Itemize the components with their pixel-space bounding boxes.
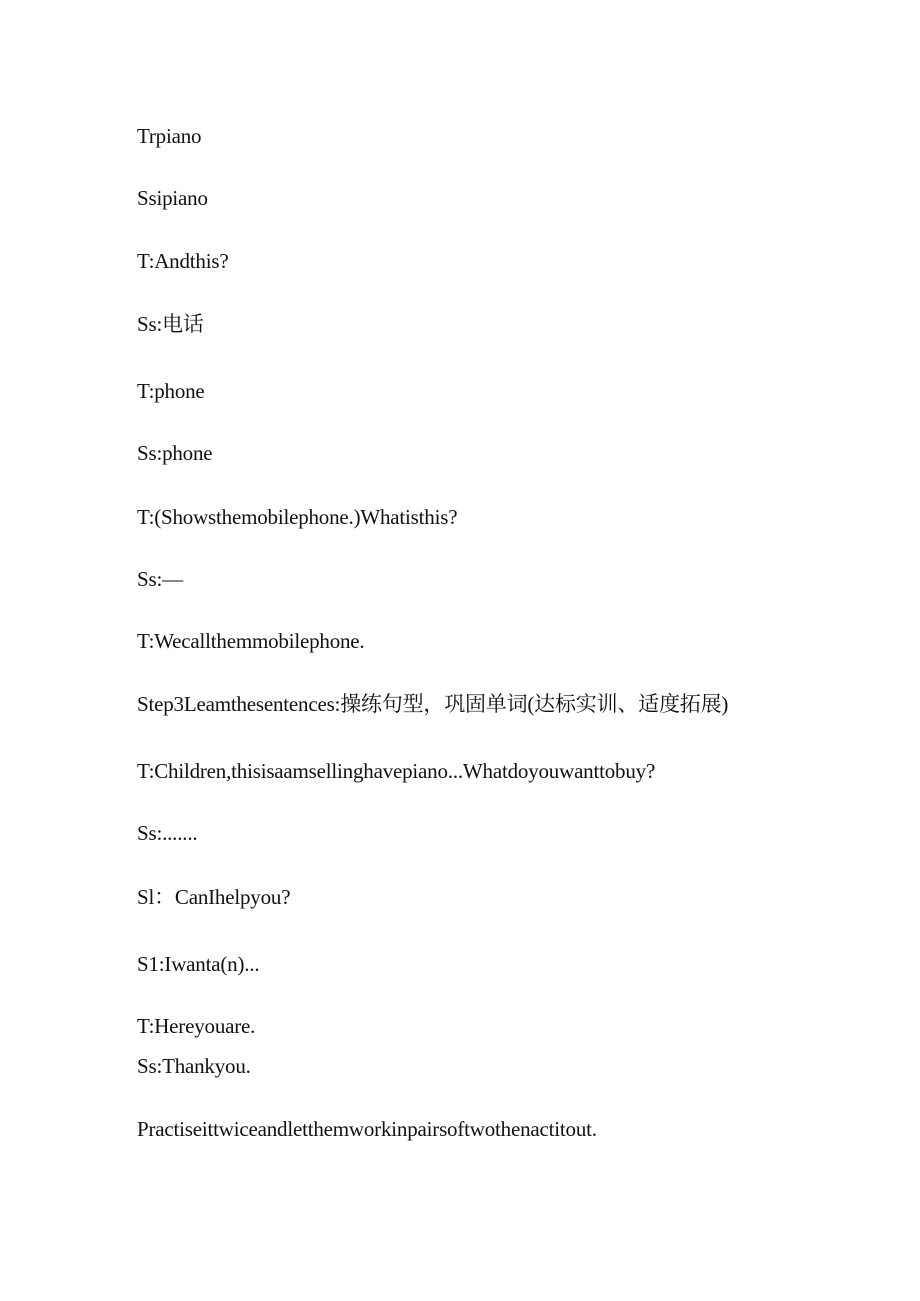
dialogue-line-5: T:phone <box>137 379 205 403</box>
practice-instruction: Practiseittwiceandletthemworkinpairsoftwothenactitout. <box>137 1117 597 1141</box>
dialogue-line-13: Sl：CanIhelpyou? <box>137 885 291 909</box>
dialogue-line-16: Ss:Thankyou. <box>137 1054 251 1078</box>
dialogue-line-7: T:(Showsthemobilephone.)Whatisthis? <box>137 505 458 529</box>
dialogue-line-2: Ssipiano <box>137 186 208 210</box>
dialogue-line-11: T:Children,thisisaamsellinghavepiano...Whatdoyouwanttobuy? <box>137 759 656 783</box>
dialogue-line-3: T:Andthis? <box>137 249 229 273</box>
dialogue-line-1: Trpiano <box>137 124 202 148</box>
dialogue-line-14: S1:Iwanta(n)... <box>137 952 260 976</box>
dialogue-line-4: Ss:电话 <box>137 312 204 336</box>
dialogue-line-8: Ss:— <box>137 567 183 591</box>
dialogue-line-6: Ss:phone <box>137 441 213 465</box>
dialogue-line-12: Ss:....... <box>137 821 198 845</box>
dialogue-line-15: T:Hereyouare. <box>137 1014 256 1038</box>
step-heading: Step3Leamthesentences:操练句型，巩固单词(达标实训、适度拓展) <box>137 692 729 716</box>
dialogue-line-9: T:Wecallthemmobilephone. <box>137 629 365 653</box>
